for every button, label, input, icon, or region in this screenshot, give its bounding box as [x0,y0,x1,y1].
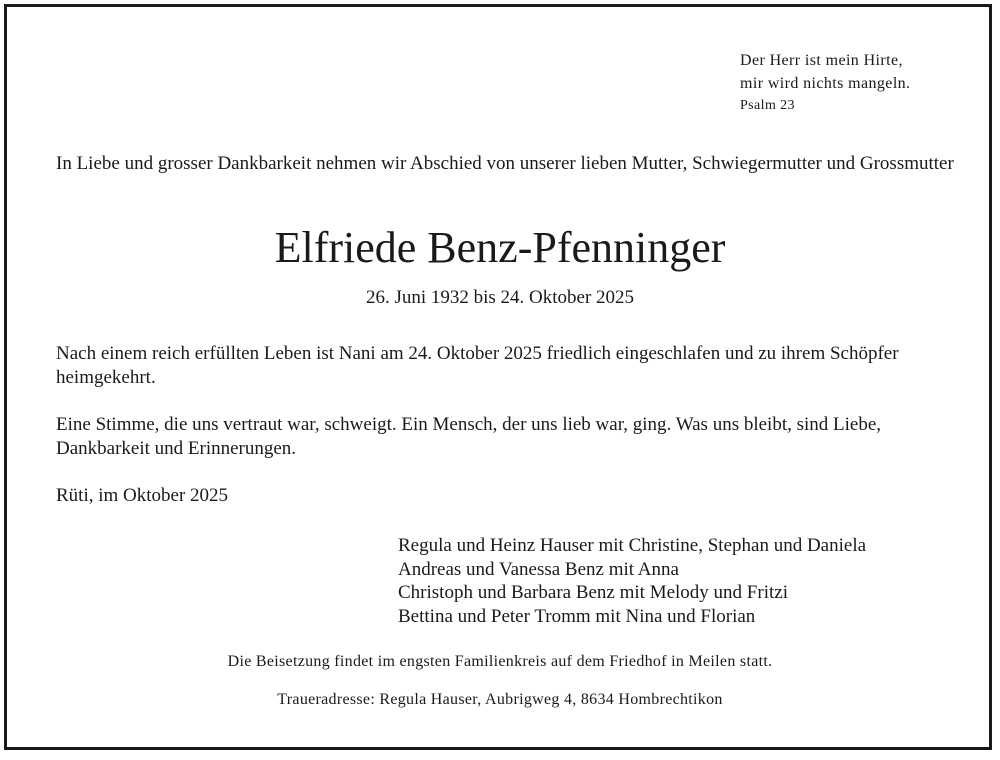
family-list [398,534,866,628]
family-member-line: Christoph und Barbara Benz mit Melody und Fritzi [398,582,788,603]
psalm-quote [740,49,910,115]
family-member-line: Regula und Heinz Hauser mit Christine, Stephan und Daniela [398,535,867,556]
place-and-date: Rüti, im Oktober 2025 [56,485,229,506]
mourning-address: Traueradresse: Regula Hauser, Aubrigweg 4, 8634 Hombrechtikon [277,691,723,708]
paragraph-remembrance: Eine Stimme, die uns vertraut war, schweigt. Ein Mensch, der uns lieb war, ging. Was uns bleibt, sind Liebe, Dankbarkeit und Erinnerungen. [56,414,882,459]
psalm-line-2: mir wird nichts mangeln. [740,75,911,92]
burial-notice: Die Beisetzung findet im engsten Familienkreis auf dem Friedhof in Meilen statt. [227,653,773,670]
intro-text: In Liebe und grosser Dankbarkeit nehmen wir Abschied von unserer lieben Mutter, Schwiegermutter und Grossmutter [56,153,954,174]
psalm-line-1: Der Herr ist mein Hirte, [740,52,903,69]
life-dates: 26. Juni 1932 bis 24. Oktober 2025 [365,287,635,308]
psalm-reference: Psalm 23 [740,98,795,113]
paragraph-passing: Nach einem reich erfüllten Leben ist Nani am 24. Oktober 2025 friedlich eingeschlafen und zu ihrem Schöpfer heimgekehrt. [56,343,899,388]
family-member-line: Bettina und Peter Tromm mit Nina und Florian [398,605,756,627]
family-member-line: Andreas und Vanessa Benz mit Anna [398,558,679,580]
deceased-name: Elfriede Benz-Pfenninger [274,223,726,272]
